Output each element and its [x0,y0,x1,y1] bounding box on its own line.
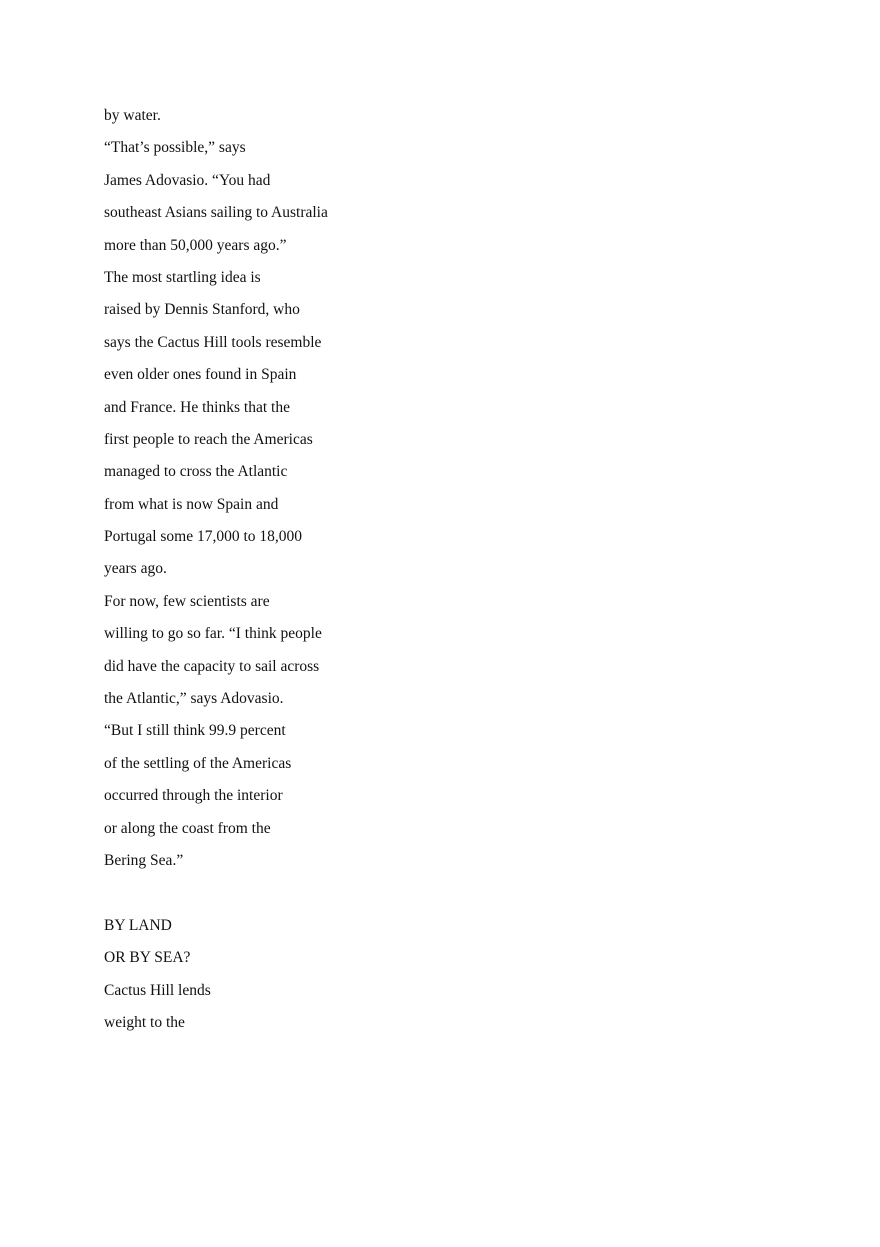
text-line: and France. He thinks that the [104,398,290,416]
text-line: “But I still think 99.9 percent [104,722,286,740]
text-line: even older ones found in Spain [104,366,297,384]
text-line: from what is now Spain and [104,495,279,513]
text-line: the Atlantic,” says Adovasio. [104,690,284,708]
sidebar-heading-line: BY LAND [104,916,172,934]
text-line: “That’s possible,” says [104,139,246,157]
text-line: Bering Sea.” [104,851,184,869]
text-line: says the Cactus Hill tools resemble [104,333,322,351]
text-line: Portugal some 17,000 to 18,000 [104,528,303,546]
sidebar-heading-line: OR BY SEA? [104,949,191,967]
text-line: For now, few scientists are [104,592,270,610]
text-line: The most startling idea is [104,268,261,286]
sidebar-text-line: weight to the [104,1013,185,1031]
text-line: more than 50,000 years ago.” [104,236,287,254]
text-line: managed to cross the Atlantic [104,463,288,481]
text-line: James Adovasio. “You had [104,171,271,189]
text-line: southeast Asians sailing to Australia [104,204,328,222]
sidebar-text-line: Cactus Hill lends [104,981,211,999]
text-line: first people to reach the Americas [104,430,313,448]
text-line: did have the capacity to sail across [104,657,320,675]
text-line: occurred through the interior [104,787,283,805]
text-line: raised by Dennis Stanford, who [104,301,300,319]
text-line: years ago. [104,560,167,578]
text-line: of the settling of the Americas [104,754,292,772]
text-line: by water. [104,107,161,124]
text-line: or along the coast from the [104,819,271,837]
body-text [104,100,504,1039]
text-line: willing to go so far. “I think people [104,625,322,643]
blank-line [104,877,504,909]
